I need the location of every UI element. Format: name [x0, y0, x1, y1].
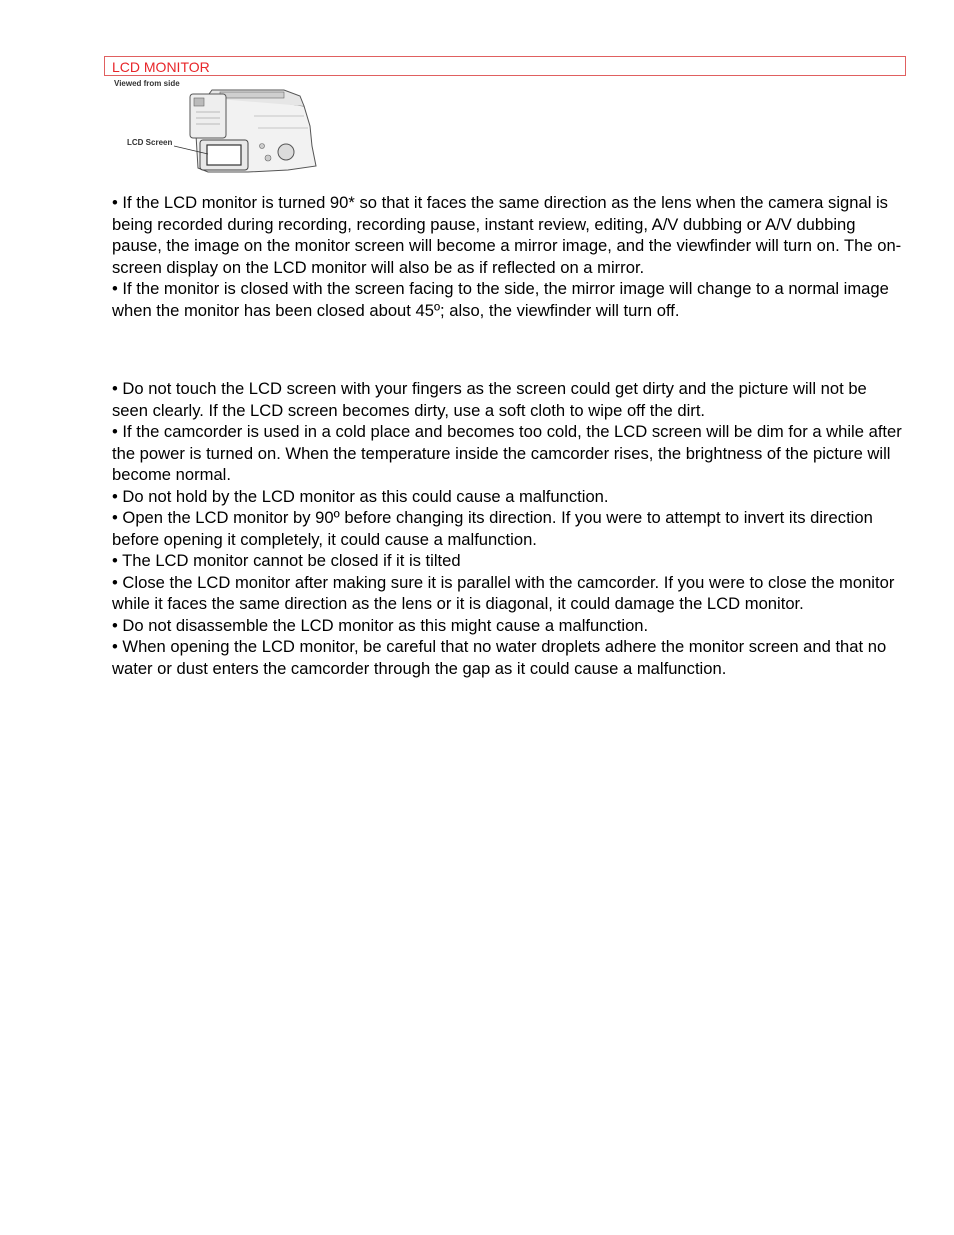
- precaution-paragraph: • Do not hold by the LCD monitor as this could cause a malfunction.: [112, 486, 609, 506]
- note-paragraph: • If the monitor is closed with the screen facing to the side, the mirror image will change to a normal image when the monitor has been closed about 45º; also, the viewfinder will turn off.: [112, 279, 889, 320]
- note-paragraph: • If the LCD monitor is turned 90* so that it faces the same direction as the lens when the camera signal is being recorded during recording, recording pause, instant review, editing, A/V dubbing or A/V dubbing pause, the image on the monitor screen will become a mirror image, and the viewfinder will turn on. The on-screen display on the LCD monitor will also be as if reflected on a mirror.: [112, 193, 902, 277]
- precaution-paragraph: • Close the LCD monitor after making sure it is parallel with the camcorder. If you were to close the monitor while it faces the same direction as the lens or it is diagonal, it could damage the LCD monitor.: [112, 572, 895, 613]
- mirror-image-notes: [112, 192, 904, 321]
- precaution-paragraph: • When opening the LCD monitor, be careful that no water droplets adhere the monitor screen and that no water or dust enters the camcorder through the gap as it could cause a malfunction.: [112, 637, 887, 678]
- figure-caption-viewed-from-side: Viewed from side: [114, 79, 180, 88]
- precaution-paragraph: • The LCD monitor cannot be closed if it is tilted: [112, 551, 461, 570]
- camcorder-side-view-illustration: [108, 76, 320, 176]
- precaution-paragraph: • Do not disassemble the LCD monitor as this might cause a malfunction.: [112, 615, 649, 635]
- camcorder-drawing: [108, 76, 320, 176]
- section-title: LCD MONITOR: [112, 59, 214, 75]
- precaution-paragraph: • Open the LCD monitor by 90º before changing its direction. If you were to attempt to invert its direction before opening it completely, it could cause a malfunction.: [112, 508, 873, 549]
- precaution-paragraph: • If the camcorder is used in a cold place and becomes too cold, the LCD screen will be dim for a while after the power is turned on. When the temperature inside the camcorder rises, the brightness of the picture will become normal.: [112, 422, 902, 484]
- section-header-box: [104, 56, 906, 76]
- precaution-paragraph: • Do not touch the LCD screen with your fingers as the screen could get dirty and the picture will not be seen clearly. If the LCD screen becomes dirty, use a soft cloth to wipe off the dirt.: [112, 379, 867, 420]
- precautions-list: [112, 378, 904, 679]
- figure-label-lcd-screen: LCD Screen: [127, 138, 173, 147]
